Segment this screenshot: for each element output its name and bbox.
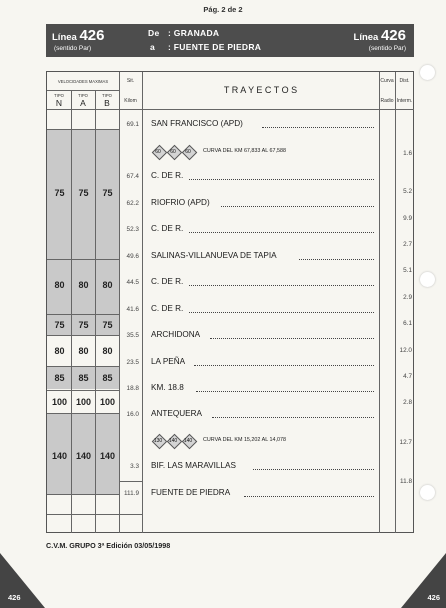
line-number: 426 bbox=[79, 27, 105, 44]
km-point: 49.6 bbox=[126, 253, 139, 260]
station-name: SALINAS-VILLANUEVA DE TAPIA bbox=[151, 251, 277, 260]
itinerary-table bbox=[46, 71, 414, 533]
station-name: C. DE R. bbox=[151, 304, 184, 313]
curve-note: CURVA DEL KM 67,833 AL 67,588 bbox=[203, 148, 287, 154]
curve-speed: 140 bbox=[183, 438, 193, 444]
speed-n: 100 bbox=[51, 397, 68, 407]
distance: 9.9 bbox=[403, 215, 412, 222]
binder-hole bbox=[420, 65, 435, 80]
speed-b: 80 bbox=[102, 346, 113, 356]
curve-speed: 130 bbox=[153, 438, 163, 444]
speed-a: 75 bbox=[78, 320, 89, 330]
speed-b: 80 bbox=[102, 280, 113, 290]
type-a: A bbox=[80, 98, 86, 108]
km-point: 41.6 bbox=[126, 306, 139, 313]
interm-label: Interm. bbox=[396, 98, 413, 104]
speed-header: VELOCIDADES MAXIMAS bbox=[57, 79, 109, 84]
route-header bbox=[46, 24, 414, 57]
dist-label: Dist. bbox=[399, 78, 410, 84]
station-name: LA PEÑA bbox=[151, 357, 186, 366]
km-point: 3.3 bbox=[130, 463, 139, 470]
radio-label: Radio bbox=[380, 98, 394, 104]
speed-b: 100 bbox=[99, 397, 116, 407]
distance: 5.2 bbox=[403, 188, 412, 195]
page-label: Pág. 2 de 2 bbox=[203, 5, 243, 14]
km-point: 35.5 bbox=[126, 332, 139, 339]
station-name: C. DE R. bbox=[151, 171, 184, 180]
km-point: 67.4 bbox=[126, 173, 139, 180]
origin: : GRANADA bbox=[168, 28, 220, 38]
type-n: N bbox=[55, 98, 63, 108]
distance: 12.0 bbox=[399, 347, 412, 354]
destination: : FUENTE DE PIEDRA bbox=[168, 42, 262, 52]
curve-speed: 140 bbox=[168, 438, 178, 444]
station-name: KM. 18.8 bbox=[151, 383, 184, 392]
km-point: 52.3 bbox=[126, 226, 139, 233]
direction-left: (sentido Par) bbox=[54, 45, 92, 52]
km-point: 23.5 bbox=[126, 359, 139, 366]
speed-n: 80 bbox=[54, 280, 65, 290]
station-name: C. DE R. bbox=[151, 277, 184, 286]
binder-hole bbox=[420, 272, 435, 287]
edition-footer: C.V.M. GRUPO 3ª Edición 03/05/1998 bbox=[46, 541, 171, 550]
speed-b: 140 bbox=[99, 451, 116, 461]
speed-n: 75 bbox=[54, 188, 65, 198]
km-point: 16.0 bbox=[126, 411, 139, 418]
distance: 6.1 bbox=[403, 320, 412, 327]
curve-speed: 60 bbox=[185, 149, 191, 155]
distance: 2.9 bbox=[403, 294, 412, 301]
speed-n: 75 bbox=[54, 320, 65, 330]
type-b: B bbox=[104, 98, 110, 108]
distance: 2.7 bbox=[403, 241, 412, 248]
distance: 12.7 bbox=[399, 439, 412, 446]
speed-n: 85 bbox=[54, 373, 65, 383]
line-label: Línea bbox=[52, 32, 77, 43]
corner-number-right: 426 bbox=[427, 593, 440, 602]
station-name: C. DE R. bbox=[151, 224, 184, 233]
binder-hole bbox=[420, 485, 435, 500]
km-point: 62.2 bbox=[126, 200, 139, 207]
station-name: ANTEQUERA bbox=[151, 409, 202, 418]
km-point: 111.9 bbox=[123, 490, 139, 497]
speed-a: 85 bbox=[78, 373, 89, 383]
curve-speed: 60 bbox=[170, 149, 176, 155]
km-point: 18.8 bbox=[126, 385, 139, 392]
distance: 11.8 bbox=[400, 478, 412, 485]
distance: 5.1 bbox=[403, 267, 412, 274]
line-label-right: Línea bbox=[353, 32, 379, 43]
speed-a: 80 bbox=[78, 346, 89, 356]
speed-n: 140 bbox=[51, 451, 68, 461]
station-name: SAN FRANCISCO (APD) bbox=[151, 119, 243, 128]
speed-a: 140 bbox=[75, 451, 92, 461]
speed-b: 75 bbox=[102, 188, 113, 198]
line-left bbox=[52, 27, 104, 44]
line-number-right: 426 bbox=[380, 27, 406, 44]
km-point: 69.1 bbox=[126, 121, 139, 128]
trayectos-title: T R A Y E C T O S bbox=[223, 85, 298, 95]
speed-b: 85 bbox=[102, 373, 113, 383]
corner-number-left: 426 bbox=[8, 593, 21, 602]
station-name: RIOFRIO (APD) bbox=[151, 198, 210, 207]
curva-label: Curva bbox=[380, 78, 394, 84]
de-label: De bbox=[148, 28, 160, 38]
sit-label: Sit. bbox=[126, 78, 135, 84]
tipo-label-n: TIPO bbox=[54, 93, 64, 98]
speed-a: 75 bbox=[78, 188, 89, 198]
direction-right: (sentido Par) bbox=[368, 45, 406, 52]
km-point: 44.5 bbox=[126, 279, 139, 286]
speed-a: 80 bbox=[78, 280, 89, 290]
tipo-label-b: TIPO bbox=[102, 93, 112, 98]
station-name: ARCHIDONA bbox=[151, 330, 201, 339]
curve-speed: 60 bbox=[155, 149, 161, 155]
line-right bbox=[354, 27, 406, 44]
speed-b: 75 bbox=[102, 320, 113, 330]
speed-a: 100 bbox=[75, 397, 92, 407]
kilom-label: Kilom bbox=[124, 98, 137, 104]
speed-n: 80 bbox=[54, 346, 65, 356]
a-label: a bbox=[150, 42, 156, 52]
station-name: BIF. LAS MARAVILLAS bbox=[151, 461, 236, 470]
distance: 1.6 bbox=[403, 150, 412, 157]
station-name: FUENTE DE PIEDRA bbox=[151, 488, 231, 497]
tipo-label-a: TIPO bbox=[78, 93, 88, 98]
distance: 4.7 bbox=[403, 373, 412, 380]
curve-note: CURVA DEL KM 15,202 AL 14,078 bbox=[203, 437, 287, 443]
distance: 2.8 bbox=[403, 399, 412, 406]
corner-tab-left bbox=[0, 553, 45, 608]
